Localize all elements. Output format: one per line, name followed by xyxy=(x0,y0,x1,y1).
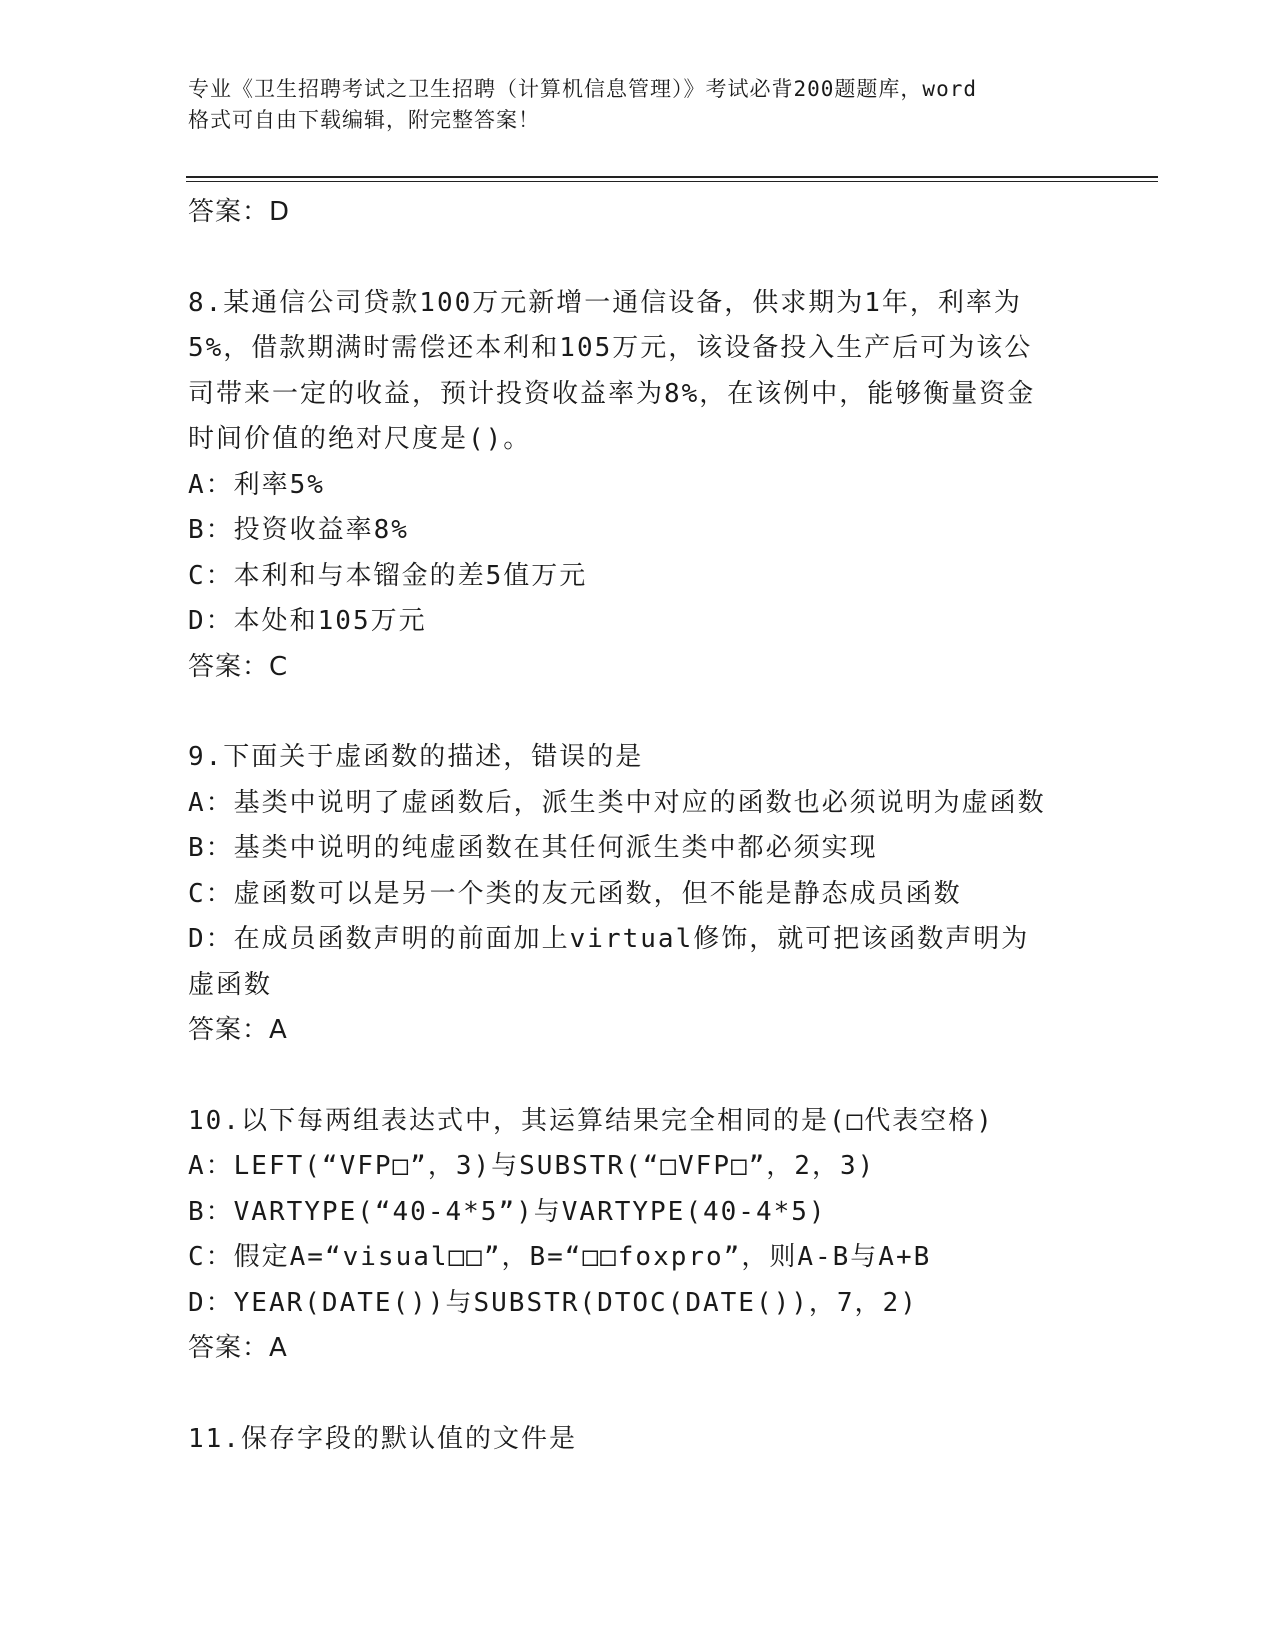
document-body xyxy=(188,190,1088,1462)
question-stem: 5%，借款期满时需偿还本利和105万元，该设备投入生产后可为该公 xyxy=(188,333,1033,363)
answer-line: 答案：C xyxy=(188,651,289,682)
option-a: A：基类中说明了虚函数后，派生类中对应的函数也必须说明为虚函数 xyxy=(188,787,1046,818)
answer-line: 答案：D xyxy=(188,197,291,227)
question-9 xyxy=(188,735,1088,1054)
question-11 xyxy=(188,1417,1088,1463)
question-stem: 8.某通信公司贷款100万元新增一通信设备，供求期为1年，利率为 xyxy=(188,287,1022,318)
option-b: B：VARTYPE(“40-4*5”)与VARTYPE(40-4*5) xyxy=(188,1196,827,1227)
header-line-1: 专业《卫生招聘考试之卫生招聘（计算机信息管理）》考试必背200题题库，word xyxy=(188,77,977,101)
header-line-2: 格式可自由下载编辑，附完整答案！ xyxy=(188,108,540,132)
spacer xyxy=(188,1372,1088,1417)
option-a: A：LEFT(“VFP□”，3)与SUBSTR(“□VFP□”，2，3) xyxy=(188,1151,876,1181)
spacer xyxy=(188,690,1088,735)
question-stem: 时间价值的绝对尺度是()。 xyxy=(188,424,532,454)
answer-line: 答案：A xyxy=(188,1333,288,1363)
question-stem: 10.以下每两组表达式中，其运算结果完全相同的是(□代表空格) xyxy=(188,1105,994,1136)
option-b: B：投资收益率8% xyxy=(188,515,409,545)
header-rule-thick xyxy=(186,176,1158,178)
option-d: D：在成员函数声明的前面加上virtual修饰，就可把该函数声明为虚函数 xyxy=(188,924,1030,1000)
spacer xyxy=(188,1054,1088,1099)
question-10 xyxy=(188,1099,1088,1372)
document-header xyxy=(188,74,1108,136)
option-c: C：本利和与本镏金的差5值万元 xyxy=(188,560,588,591)
option-c: C：假定A=“visual□□”，B=“□□foxpro”，则A-B与A+B xyxy=(188,1242,932,1272)
option-a: A：利率5% xyxy=(188,469,325,500)
option-d: D：YEAR(DATE())与SUBSTR(DTOC(DATE())，7，2) xyxy=(188,1287,918,1318)
question-stem: 9.下面关于虚函数的描述，错误的是 xyxy=(188,742,644,772)
option-b: B：基类中说明的纯虚函数在其任何派生类中都必须实现 xyxy=(188,833,878,863)
spacer xyxy=(188,236,1088,281)
question-8 xyxy=(188,281,1088,691)
question-stem: 司带来一定的收益，预计投资收益率为8%，在该例中，能够衡量资金 xyxy=(188,378,1036,409)
option-c: C：虚函数可以是另一个类的友元函数，但不能是静态成员函数 xyxy=(188,878,962,909)
question-stem: 11.保存字段的默认值的文件是 xyxy=(188,1423,577,1454)
header-rule-thin xyxy=(186,181,1158,182)
option-d: D：本处和105万元 xyxy=(188,606,427,636)
answer-line: 答案：A xyxy=(188,1015,288,1045)
